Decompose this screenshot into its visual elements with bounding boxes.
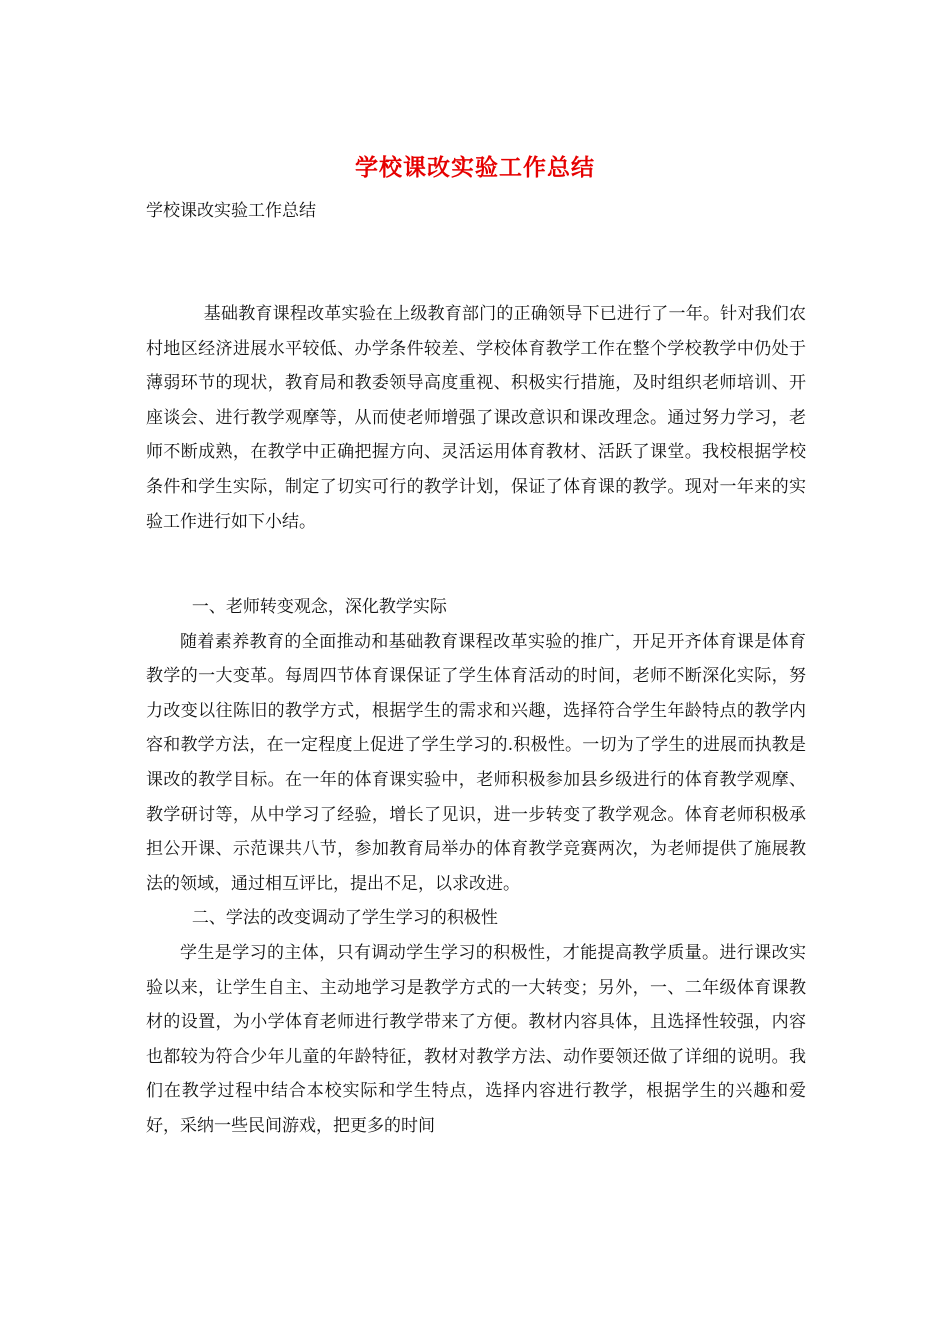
main-sections bbox=[146, 590, 806, 1144]
section-1-heading: 一、老师转变观念，深化教学实际 bbox=[191, 597, 447, 617]
intro-paragraph: 基础教育课程改革实验在上级教育部门的正确领导下已进行了一年。针对我们农村地区经济进展水平较低、办学条件较差、学校体育教学工作在整个学校教学中仍处于薄弱环节的现状，教育局和教委领导高度重视、积极实行措施，及时组织老师培训、开座谈会、进行教学观摩等，从而使老师增强了课改意识和课改理念。通过努力学习，老师不断成熟，在教学中正确把握方向、灵活运用体育教材、活跃了课堂。我校根据学校条件和学生实际，制定了切实可行的教学计划，保证了体育课的教学。现对一年来的实验工作进行如下小结。 bbox=[146, 304, 806, 532]
section-2-heading: 二、学法的改变调动了学生学习的积极性 bbox=[191, 908, 498, 929]
document-title: 学校课改实验工作总结 bbox=[355, 154, 595, 181]
intro-section bbox=[146, 297, 806, 539]
section-2-paragraph: 学生是学习的主体，只有调动学生学习的积极性，才能提高教学质量。进行课改实验以来，让学生自主、主动地学习是教学方式的一大转变；另外，一、二年级体育课教材的设置，为小学体育老师进行教学带来了方便。教材内容具体，且选择性较强，内容也都较为符合少年儿童的年龄特征，教材对教学方法、动作要领还做了详细的说明。我们在教学过程中结合本校实际和学生特点，选择内容进行教学，根据学生的兴趣和爱好，采纳一些民间游戏，把更多的时间 bbox=[146, 942, 806, 1136]
document-subtitle: 学校课改实验工作总结 bbox=[146, 201, 316, 221]
section-1-paragraph: 随着素养教育的全面推动和基础教育课程改革实验的推广，开足开齐体育课是体育教学的一大变革。每周四节体育课保证了学生体育活动的时间，老师不断深化实际，努力改变以往陈旧的教学方式，根据学生的需求和兴趣，选择符合学生年龄特点的教学内容和教学方法，在一定程度上促进了学生学习的.积极性。一切为了学生的进展而执教是课改的教学目标。在一年的体育课实验中，老师积极参加县乡级进行的体育教学观摩、教学研讨等，从中学习了经验，增长了见识，进一步转变了教学观念。体育老师积极承担公开课、示范课共八节，参加教育局举办的体育教学竞赛两次，为老师提供了施展教法的领域，通过相互评比，提出不足，以求改进。 bbox=[146, 631, 806, 894]
